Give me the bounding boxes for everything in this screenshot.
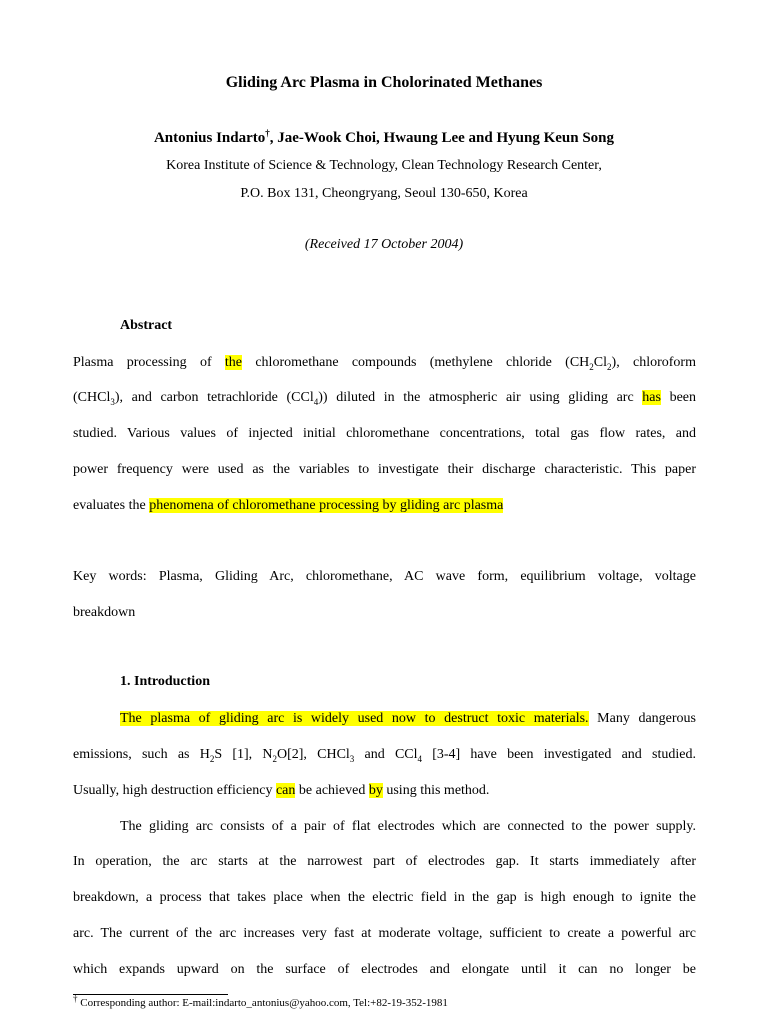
intro-line-1: The plasma of gliding arc is widely used now to destruct toxic materials. Many dangerous — [120, 711, 696, 726]
highlight: phenomena of chloromethane processing by gliding arc plasma — [149, 498, 504, 513]
corresponding-author: Antonius Indarto — [153, 130, 266, 146]
abstract-line-2: (CHCl$_3$), and carbon tetrachloride (CCl$_4$)) diluted in the atmospheric air using gliding arc has been — [73, 390, 696, 407]
intro-line-2: emissions, such as $H_2S$ [1], $N_2O[2]$, CHCl$_3$ and CCl$_4$ [3-4] have been investigated and studied. — [73, 747, 696, 764]
introduction-heading: 1. Introduction — [120, 674, 210, 689]
footnote-rule — [73, 994, 228, 995]
co-authors: , Jae-Wook Choi, Hwaung Lee and Hyung Keun Song — [269, 130, 615, 146]
footnote — [73, 993, 448, 1009]
intro-line-8: which expands upward on the surface of electrodes and elongate until it can no longer be — [73, 962, 696, 977]
highlight: The plasma of gliding arc is widely used now to destruct toxic materials. — [120, 711, 589, 726]
author-list — [0, 130, 768, 147]
abstract-heading: Abstract — [120, 318, 173, 333]
abstract-line-5: evaluates the phenomena of chloromethane processing by gliding arc plasma — [73, 498, 504, 513]
highlight: has — [642, 390, 661, 405]
intro-line-3: Usually, high destruction efficiency can be achieved by using this method. — [73, 783, 490, 798]
paper-title: Gliding Arc Plasma in Cholorinated Methanes — [225, 74, 543, 91]
affiliation-line-2: P.O. Box 131, Cheongryang, Seoul 130-650, Korea — [240, 186, 528, 201]
intro-line-7: arc. The current of the arc increases very fast at moderate voltage, sufficient to create a powerful arc — [73, 926, 696, 941]
intro-line-4: The gliding arc consists of a pair of flat electrodes which are connected to the power supply. — [120, 819, 696, 834]
highlight: the — [224, 355, 243, 370]
received-date: (Received 17 October 2004) — [304, 237, 464, 252]
abstract-line-3: studied. Various values of injected initial chloromethane concentrations, total gas flow rates, and — [73, 426, 696, 441]
highlight: can — [275, 783, 296, 798]
affiliation-line-1: Korea Institute of Science & Technology, Clean Technology Research Center, — [166, 158, 602, 173]
corresponding-mark: † — [265, 128, 270, 138]
keywords-line-2: breakdown — [73, 605, 136, 620]
intro-line-5: In operation, the arc starts at the narrowest part of electrodes gap. It starts immediately after — [73, 854, 696, 869]
footnote-text: Corresponding author: E-mail:indarto_antonius@yahoo.com, Tel:+82-19-352-1981 — [77, 997, 448, 1009]
intro-line-6: breakdown, a process that takes place when the electric field in the gap is high enough to ignite the — [73, 890, 696, 905]
keywords-line-1: Key words: Plasma, Gliding Arc, chloromethane, AC wave form, equilibrium voltage, voltage — [73, 569, 696, 584]
highlight: by — [368, 783, 383, 798]
abstract-line-1: Plasma processing of the chloromethane compounds (methylene chloride $(CH_2Cl_2)$, chloroform — [73, 355, 696, 372]
abstract-line-4: power frequency were used as the variables to investigate their discharge characteristic. This paper — [73, 462, 696, 477]
footnote-mark: † — [73, 993, 78, 1004]
